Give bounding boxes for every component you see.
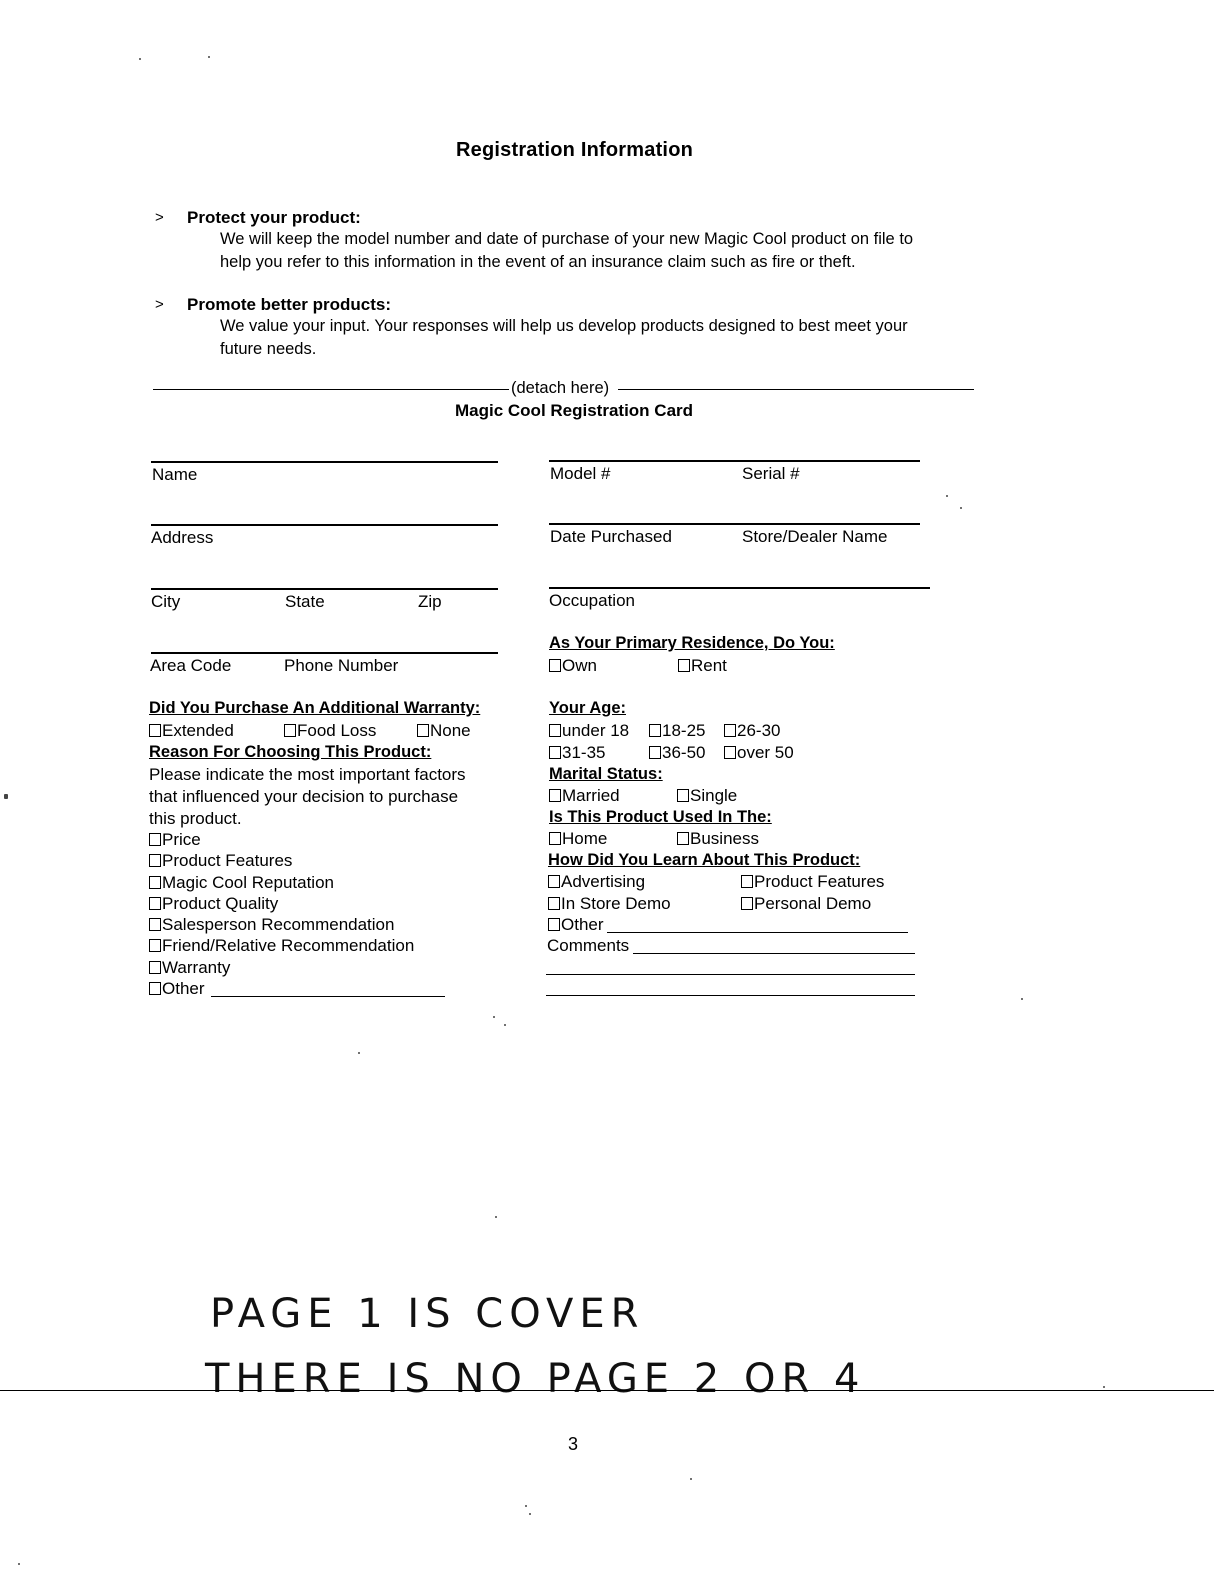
checkbox-icon xyxy=(724,746,736,759)
learn-other-option[interactable]: Other xyxy=(548,915,604,935)
scan-speck xyxy=(525,1505,527,1507)
comments-line-2[interactable] xyxy=(546,974,915,975)
scan-speck xyxy=(1021,998,1023,1000)
reason-intro-1: Please indicate the most important factors xyxy=(149,765,466,784)
scan-speck xyxy=(139,58,141,60)
reason-intro-2: that influenced your decision to purchase xyxy=(149,787,459,806)
checkbox-icon xyxy=(677,789,689,802)
age-heading: Your Age: xyxy=(549,699,626,717)
bullet-heading-protect: Protect your product: xyxy=(187,208,361,227)
reason-friend-option[interactable]: Friend/Relative Recommendation xyxy=(149,936,414,956)
checkbox-icon xyxy=(149,918,161,931)
checkbox-icon xyxy=(741,897,753,910)
serial-label: Serial # xyxy=(742,464,800,483)
scan-speck xyxy=(529,1513,531,1515)
comments-line-3[interactable] xyxy=(546,995,915,996)
reason-quality-option[interactable]: Product Quality xyxy=(149,894,278,914)
learn-other-line[interactable] xyxy=(607,932,908,933)
residence-own-option[interactable]: Own xyxy=(549,656,597,676)
phone-field-line[interactable] xyxy=(151,652,498,654)
reason-heading: Reason For Choosing This Product: xyxy=(149,743,432,761)
scan-speck xyxy=(4,794,8,799)
name-field-line[interactable] xyxy=(151,461,498,463)
checkbox-icon xyxy=(741,875,753,888)
page-footer-rule xyxy=(0,1390,1214,1391)
checkbox-icon xyxy=(649,746,661,759)
learn-advertising-option[interactable]: Advertising xyxy=(548,872,645,892)
scan-speck xyxy=(960,507,962,509)
age-31-35-option[interactable]: 31-35 xyxy=(549,743,605,763)
age-36-50-option[interactable]: 36-50 xyxy=(649,743,705,763)
detach-line-right xyxy=(618,389,974,390)
zip-label: Zip xyxy=(418,592,442,611)
phone-number-label: Phone Number xyxy=(284,656,399,675)
date-store-field-line[interactable] xyxy=(549,523,920,525)
detach-label: (detach here) xyxy=(511,379,610,397)
reason-warranty-option[interactable]: Warranty xyxy=(149,958,230,978)
residence-heading: As Your Primary Residence, Do You: xyxy=(549,634,835,652)
reason-price-option[interactable]: Price xyxy=(149,830,201,850)
model-serial-field-line[interactable] xyxy=(549,460,920,462)
handwritten-note-line-2: THERE IS NO PAGE 2 OR 4 xyxy=(205,1356,866,1402)
checkbox-icon xyxy=(549,659,561,672)
card-title: Magic Cool Registration Card xyxy=(455,401,694,420)
checkbox-icon xyxy=(548,918,560,931)
checkbox-icon xyxy=(548,875,560,888)
scan-speck xyxy=(358,1052,360,1054)
checkbox-icon xyxy=(149,939,161,952)
scan-speck xyxy=(208,56,210,58)
checkbox-icon xyxy=(549,746,561,759)
reason-product-features-option[interactable]: Product Features xyxy=(149,851,292,871)
occupation-field-line[interactable] xyxy=(549,587,930,589)
warranty-extended-option[interactable]: Extended xyxy=(149,721,234,741)
checkbox-icon xyxy=(649,724,661,737)
residence-rent-option[interactable]: Rent xyxy=(678,656,727,676)
warranty-none-option[interactable]: None xyxy=(417,721,471,741)
reason-intro-3: this product. xyxy=(149,809,242,828)
state-label: State xyxy=(285,592,325,611)
bullet-text-promote-2: future needs. xyxy=(220,340,317,358)
city-label: City xyxy=(151,592,181,611)
learn-personal-demo-option[interactable]: Personal Demo xyxy=(741,894,871,914)
checkbox-icon xyxy=(549,832,561,845)
reason-salesperson-option[interactable]: Salesperson Recommendation xyxy=(149,915,394,935)
learn-in-store-demo-option[interactable]: In Store Demo xyxy=(548,894,671,914)
marital-single-option[interactable]: Single xyxy=(677,786,737,806)
store-dealer-label: Store/Dealer Name xyxy=(742,527,888,546)
checkbox-icon xyxy=(149,961,161,974)
area-code-label: Area Code xyxy=(150,656,232,675)
checkbox-icon xyxy=(677,832,689,845)
age-18-25-option[interactable]: 18-25 xyxy=(649,721,705,741)
comments-label: Comments xyxy=(547,936,630,955)
checkbox-icon xyxy=(149,876,161,889)
bullet-text-protect-1: We will keep the model number and date of purchase of your new Magic Cool product on file to xyxy=(220,230,914,248)
page-number: 3 xyxy=(568,1434,579,1454)
date-purchased-label: Date Purchased xyxy=(550,527,672,546)
used-in-home-option[interactable]: Home xyxy=(549,829,607,849)
checkbox-icon xyxy=(149,897,161,910)
checkbox-icon xyxy=(724,724,736,737)
name-label: Name xyxy=(152,465,198,484)
reason-reputation-option[interactable]: Magic Cool Reputation xyxy=(149,873,334,893)
scan-speck xyxy=(495,1216,497,1218)
reason-other-option[interactable]: Other xyxy=(149,979,205,999)
scan-speck xyxy=(946,495,948,497)
checkbox-icon xyxy=(149,982,161,995)
age-over-50-option[interactable]: over 50 xyxy=(724,743,794,763)
warranty-food-loss-option[interactable]: Food Loss xyxy=(284,721,376,741)
scan-speck xyxy=(690,1478,692,1480)
comments-line-1[interactable] xyxy=(633,953,915,954)
checkbox-icon xyxy=(149,854,161,867)
checkbox-icon xyxy=(284,724,296,737)
checkbox-icon xyxy=(678,659,690,672)
scan-speck xyxy=(18,1563,20,1565)
checkbox-icon xyxy=(417,724,429,737)
marital-married-option[interactable]: Married xyxy=(549,786,620,806)
age-26-30-option[interactable]: 26-30 xyxy=(724,721,780,741)
bullet-arrow-2: > xyxy=(155,296,164,313)
bullet-text-promote-1: We value your input. Your responses will help us develop products designed to best meet your xyxy=(220,317,908,335)
city-state-zip-field-line[interactable] xyxy=(151,588,498,590)
warranty-heading: Did You Purchase An Additional Warranty: xyxy=(149,699,481,717)
bullet-heading-promote: Promote better products: xyxy=(187,295,392,314)
checkbox-icon xyxy=(149,833,161,846)
used-in-business-option[interactable]: Business xyxy=(677,829,759,849)
scan-speck xyxy=(1103,1386,1105,1388)
model-label: Model # xyxy=(550,464,611,483)
scan-speck xyxy=(493,1016,495,1018)
address-field-line[interactable] xyxy=(151,524,498,526)
checkbox-icon xyxy=(549,789,561,802)
handwritten-note-line-1: PAGE 1 IS COVER xyxy=(210,1291,645,1337)
scan-speck xyxy=(504,1024,506,1026)
reason-other-line[interactable] xyxy=(211,996,445,997)
bullet-text-protect-2: help you refer to this information in the event of an insurance claim such as fire or theft. xyxy=(220,253,856,271)
address-label: Address xyxy=(151,528,214,547)
learn-heading: How Did You Learn About This Product: xyxy=(548,851,861,869)
detach-line-left xyxy=(153,389,509,390)
occupation-label: Occupation xyxy=(549,591,635,610)
checkbox-icon xyxy=(549,724,561,737)
marital-heading: Marital Status: xyxy=(549,765,663,783)
learn-product-features-option[interactable]: Product Features xyxy=(741,872,884,892)
used-in-heading: Is This Product Used In The: xyxy=(549,808,772,826)
checkbox-icon xyxy=(149,724,161,737)
page-title: Registration Information xyxy=(456,139,694,161)
age-under-18-option[interactable]: under 18 xyxy=(549,721,629,741)
checkbox-icon xyxy=(548,897,560,910)
bullet-arrow-1: > xyxy=(155,209,164,226)
